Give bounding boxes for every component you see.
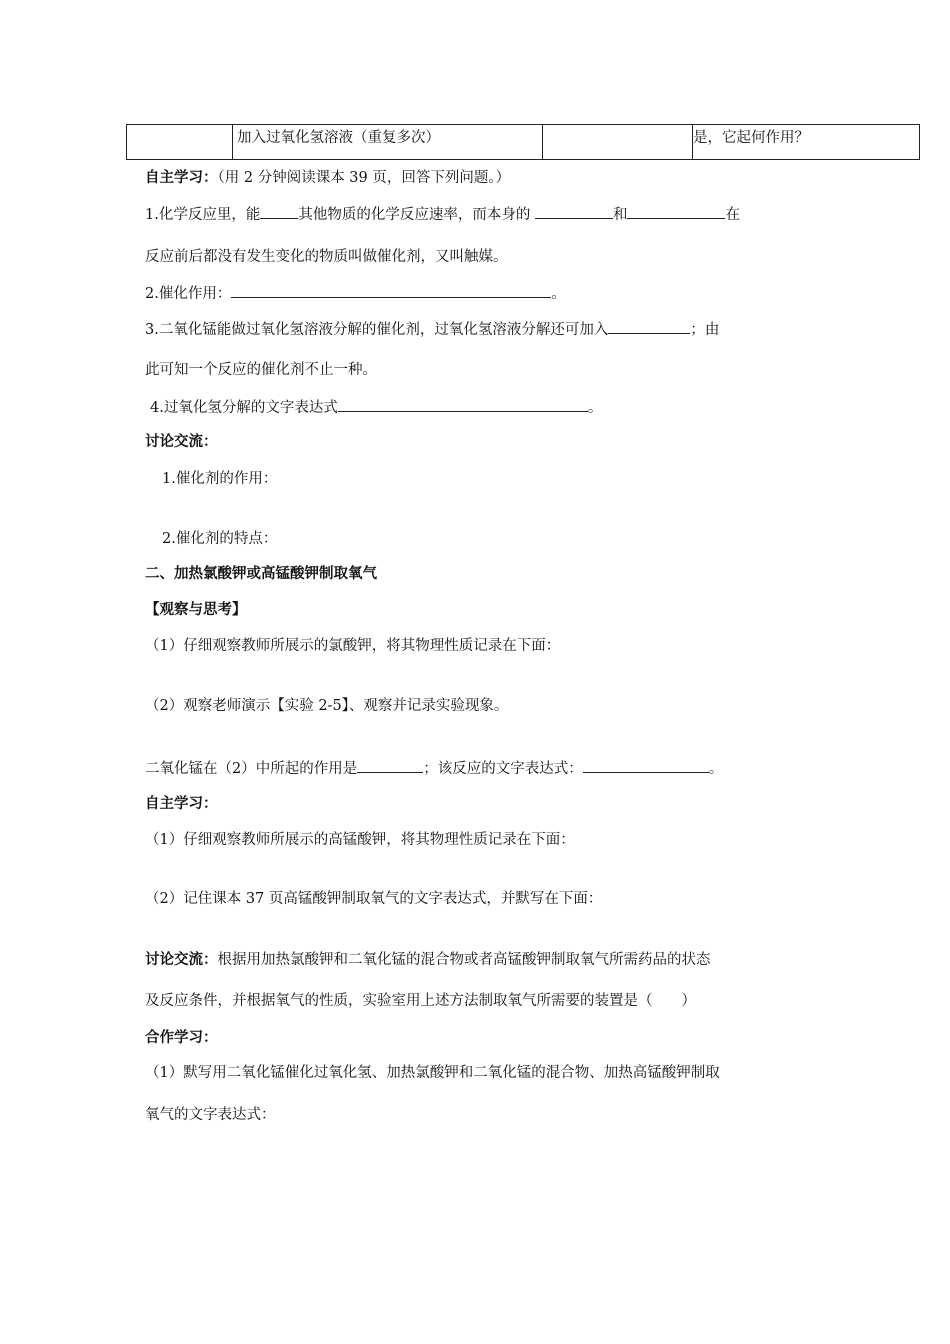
coop-item-line2: 氧气的文字表达式： xyxy=(145,1107,276,1123)
answer-blank[interactable] xyxy=(627,204,725,219)
q3-text: ；由 xyxy=(690,322,720,338)
q2-text: 。 xyxy=(551,286,566,302)
question-4 xyxy=(150,396,602,417)
question-3 xyxy=(145,318,719,339)
answer-blank[interactable] xyxy=(535,204,613,219)
mno2-text: 。 xyxy=(708,761,724,777)
mno2-text: ；该反应的文字表达式： xyxy=(423,761,583,777)
section-heading: 讨论交流： xyxy=(145,952,218,968)
discussion-2 xyxy=(145,948,711,969)
q4-text: 4.过氧化氢分解的文字表达式 xyxy=(150,400,338,416)
q1-text: 1.化学反应里，能 xyxy=(145,207,261,223)
section-heading: 合作学习： xyxy=(145,1030,218,1046)
reading-note: （用 2 分钟阅读课本 39 页，回答下列问题。） xyxy=(217,170,511,186)
discussion-text: 根据用加热氯酸钾和二氧化锰的混合物或者高锰酸钾制取氧气所需药品的状态 xyxy=(217,952,711,968)
study-item: （1）仔细观察教师所展示的高锰酸钾，将其物理性质记录在下面： xyxy=(145,832,575,848)
observe-heading: 【观察与思考】 xyxy=(145,602,247,618)
section-heading: 讨论交流： xyxy=(145,434,218,450)
answer-blank[interactable] xyxy=(231,283,551,298)
q2-text: 2.催化作用： xyxy=(145,286,232,302)
q3-text: 3.二氧化锰能做过氧化氢溶液分解的催化剂，过氧化氢溶液分解还可加入 xyxy=(145,322,609,338)
question-3-line2: 此可知一个反应的催化剂不止一种。 xyxy=(145,362,377,378)
q1-text: 其他物质的化学反应速率，而本身的 xyxy=(298,207,531,223)
answer-blank[interactable] xyxy=(357,758,423,773)
observe-item: （2）观察老师演示【实验 2-5】、观察并记录实验现象。 xyxy=(145,698,509,714)
discussion-text-line2: 及反应条件，并根据氧气的性质，实验室用上述方法制取氧气所需要的装置是（ ） xyxy=(145,993,696,1009)
observe-item: （1）仔细观察教师所展示的氯酸钾，将其物理性质记录在下面： xyxy=(145,638,561,654)
answer-blank[interactable] xyxy=(338,397,588,412)
table-cell: 加入过氧化氢溶液（重复多次） xyxy=(233,125,543,160)
answer-blank[interactable] xyxy=(583,758,709,773)
question-2 xyxy=(145,282,566,303)
discussion-item: 2.催化剂的特点： xyxy=(162,531,278,547)
mno2-text: 二氧化锰在（2）中所起的作用是 xyxy=(145,761,358,777)
section-heading: 自主学习： xyxy=(145,796,218,812)
q1-text: 和 xyxy=(612,207,628,223)
question-1-line2: 反应前后都没有发生变化的物质叫做催化剂，又叫触媒。 xyxy=(145,249,508,265)
section-heading: 自主学习： xyxy=(145,170,218,186)
table-cell xyxy=(543,125,693,160)
table-cell xyxy=(127,125,233,160)
question-1 xyxy=(145,203,740,224)
table-row xyxy=(127,125,920,160)
q1-text: 在 xyxy=(725,207,740,223)
section-title: 二、加热氯酸钾或高锰酸钾制取氧气 xyxy=(145,566,377,582)
discussion-item: 1.催化剂的作用： xyxy=(162,471,278,487)
q4-text: 。 xyxy=(587,400,603,416)
mno2-question xyxy=(145,757,723,778)
experiment-table xyxy=(126,124,920,160)
table-cell: 是，它起何作用？ xyxy=(693,125,920,160)
study-item: （2）记住课本 37 页高锰酸钾制取氧气的文字表达式，并默写在下面： xyxy=(145,891,603,907)
coop-item: （1）默写用二氧化锰催化过氧化氢、加热氯酸钾和二氧化锰的混合物、加热高锰酸钾制取 xyxy=(145,1065,720,1081)
self-study-1 xyxy=(145,166,510,187)
answer-blank[interactable] xyxy=(260,204,298,219)
answer-blank[interactable] xyxy=(608,319,690,334)
